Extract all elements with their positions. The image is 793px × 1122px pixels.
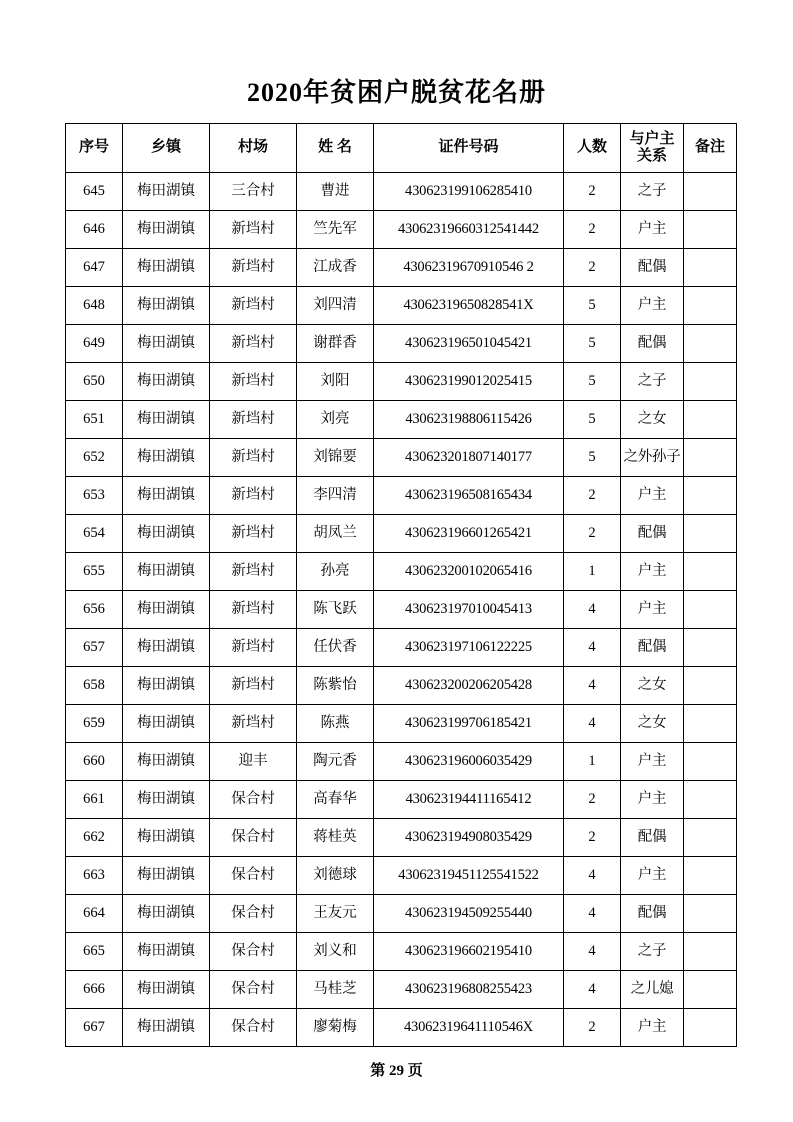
- cell-id-number: 430623194411165412: [374, 781, 564, 819]
- table-row: [66, 173, 737, 211]
- table-row: [66, 439, 737, 477]
- cell-village: 新垱村: [210, 249, 297, 287]
- table-row: [66, 363, 737, 401]
- cell-person-count: 2: [564, 173, 621, 211]
- cell-village: 新垱村: [210, 363, 297, 401]
- table-row: [66, 933, 737, 971]
- cell-name: 刘德球: [297, 857, 374, 895]
- cell-sequence: 655: [66, 553, 123, 591]
- cell-name: 江成香: [297, 249, 374, 287]
- cell-relation: 户主: [621, 287, 684, 325]
- cell-sequence: 654: [66, 515, 123, 553]
- cell-name: 曹进: [297, 173, 374, 211]
- cell-name: 陈紫怡: [297, 667, 374, 705]
- cell-town: 梅田湖镇: [123, 439, 210, 477]
- cell-sequence: 647: [66, 249, 123, 287]
- cell-person-count: 4: [564, 591, 621, 629]
- cell-id-number: 430623201807140177: [374, 439, 564, 477]
- cell-town: 梅田湖镇: [123, 477, 210, 515]
- cell-note: [684, 249, 737, 287]
- cell-person-count: 2: [564, 211, 621, 249]
- cell-name: 马桂芝: [297, 971, 374, 1009]
- cell-village: 保合村: [210, 819, 297, 857]
- cell-person-count: 2: [564, 249, 621, 287]
- column-header-id-number: 证件号码: [374, 124, 564, 173]
- cell-id-number: 430623194509255440: [374, 895, 564, 933]
- cell-person-count: 1: [564, 743, 621, 781]
- cell-town: 梅田湖镇: [123, 895, 210, 933]
- cell-id-number: 430623196501045421: [374, 325, 564, 363]
- cell-sequence: 645: [66, 173, 123, 211]
- cell-town: 梅田湖镇: [123, 933, 210, 971]
- cell-town: 梅田湖镇: [123, 971, 210, 1009]
- cell-village: 新垱村: [210, 325, 297, 363]
- cell-name: 李四清: [297, 477, 374, 515]
- column-header-note: 备注: [684, 124, 737, 173]
- cell-id-number: 43062319650828541X: [374, 287, 564, 325]
- cell-person-count: 4: [564, 667, 621, 705]
- cell-id-number: 430623197106122225: [374, 629, 564, 667]
- table-row: [66, 819, 737, 857]
- cell-person-count: 2: [564, 781, 621, 819]
- cell-person-count: 4: [564, 857, 621, 895]
- cell-relation: 配偶: [621, 895, 684, 933]
- table-row: [66, 743, 737, 781]
- cell-village: 三合村: [210, 173, 297, 211]
- cell-sequence: 663: [66, 857, 123, 895]
- table-row: [66, 667, 737, 705]
- table-row: [66, 971, 737, 1009]
- cell-person-count: 5: [564, 287, 621, 325]
- cell-note: [684, 477, 737, 515]
- cell-town: 梅田湖镇: [123, 325, 210, 363]
- cell-note: [684, 553, 737, 591]
- cell-id-number: 430623196006035429: [374, 743, 564, 781]
- table-row: [66, 705, 737, 743]
- cell-relation: 之外孙子: [621, 439, 684, 477]
- cell-town: 梅田湖镇: [123, 287, 210, 325]
- cell-relation: 户主: [621, 781, 684, 819]
- cell-village: 新垱村: [210, 211, 297, 249]
- cell-town: 梅田湖镇: [123, 401, 210, 439]
- cell-sequence: 662: [66, 819, 123, 857]
- cell-note: [684, 363, 737, 401]
- cell-name: 廖菊梅: [297, 1009, 374, 1047]
- table-row: [66, 325, 737, 363]
- cell-village: 保合村: [210, 1009, 297, 1047]
- cell-sequence: 666: [66, 971, 123, 1009]
- cell-name: 王友元: [297, 895, 374, 933]
- cell-note: [684, 857, 737, 895]
- cell-village: 新垱村: [210, 401, 297, 439]
- cell-note: [684, 743, 737, 781]
- table-header: [66, 124, 737, 173]
- roster-table-container: [0, 123, 793, 1047]
- cell-sequence: 651: [66, 401, 123, 439]
- cell-town: 梅田湖镇: [123, 553, 210, 591]
- cell-person-count: 2: [564, 477, 621, 515]
- cell-note: [684, 781, 737, 819]
- cell-note: [684, 287, 737, 325]
- cell-id-number: 430623199106285410: [374, 173, 564, 211]
- cell-note: [684, 325, 737, 363]
- cell-sequence: 653: [66, 477, 123, 515]
- cell-note: [684, 439, 737, 477]
- cell-town: 梅田湖镇: [123, 629, 210, 667]
- cell-relation: 之子: [621, 173, 684, 211]
- cell-person-count: 4: [564, 705, 621, 743]
- table-row: [66, 895, 737, 933]
- cell-name: 刘义和: [297, 933, 374, 971]
- cell-village: 保合村: [210, 971, 297, 1009]
- cell-name: 谢群香: [297, 325, 374, 363]
- cell-village: 新垱村: [210, 515, 297, 553]
- table-row: [66, 211, 737, 249]
- cell-village: 保合村: [210, 895, 297, 933]
- cell-town: 梅田湖镇: [123, 743, 210, 781]
- cell-village: 保合村: [210, 781, 297, 819]
- table-row: [66, 1009, 737, 1047]
- cell-sequence: 664: [66, 895, 123, 933]
- cell-id-number: 430623196508165434: [374, 477, 564, 515]
- cell-note: [684, 971, 737, 1009]
- cell-sequence: 646: [66, 211, 123, 249]
- page-title: 2020年贫困户脱贫花名册: [246, 78, 546, 107]
- cell-person-count: 4: [564, 971, 621, 1009]
- column-header-village: 村场: [210, 124, 297, 173]
- cell-relation: 配偶: [621, 629, 684, 667]
- column-header-relation-to-head: [621, 124, 684, 173]
- cell-name: 刘四清: [297, 287, 374, 325]
- table-row: [66, 857, 737, 895]
- cell-village: 新垱村: [210, 439, 297, 477]
- cell-note: [684, 933, 737, 971]
- cell-person-count: 2: [564, 819, 621, 857]
- cell-person-count: 2: [564, 515, 621, 553]
- table-row: [66, 591, 737, 629]
- cell-id-number: 430623200102065416: [374, 553, 564, 591]
- table-row: [66, 249, 737, 287]
- cell-person-count: 1: [564, 553, 621, 591]
- cell-id-number: 43062319670910546 2: [374, 249, 564, 287]
- poverty-alleviation-roster-table: [65, 123, 737, 1047]
- cell-relation: 户主: [621, 743, 684, 781]
- cell-id-number: 430623199706185421: [374, 705, 564, 743]
- table-row: [66, 553, 737, 591]
- column-header-person-count: 人数: [564, 124, 621, 173]
- cell-town: 梅田湖镇: [123, 363, 210, 401]
- cell-sequence: 656: [66, 591, 123, 629]
- cell-town: 梅田湖镇: [123, 249, 210, 287]
- cell-sequence: 658: [66, 667, 123, 705]
- cell-relation: 配偶: [621, 515, 684, 553]
- cell-town: 梅田湖镇: [123, 173, 210, 211]
- cell-relation: 配偶: [621, 249, 684, 287]
- cell-name: 高春华: [297, 781, 374, 819]
- table-row: [66, 781, 737, 819]
- cell-town: 梅田湖镇: [123, 667, 210, 705]
- cell-person-count: 4: [564, 629, 621, 667]
- cell-person-count: 2: [564, 1009, 621, 1047]
- cell-name: 孙亮: [297, 553, 374, 591]
- cell-relation: 户主: [621, 591, 684, 629]
- cell-relation: 户主: [621, 211, 684, 249]
- cell-note: [684, 173, 737, 211]
- cell-id-number: 430623198806115426: [374, 401, 564, 439]
- cell-note: [684, 1009, 737, 1047]
- cell-id-number: 430623199012025415: [374, 363, 564, 401]
- cell-sequence: 650: [66, 363, 123, 401]
- cell-relation: 之子: [621, 933, 684, 971]
- cell-id-number: 430623200206205428: [374, 667, 564, 705]
- cell-sequence: 648: [66, 287, 123, 325]
- cell-town: 梅田湖镇: [123, 211, 210, 249]
- cell-town: 梅田湖镇: [123, 515, 210, 553]
- cell-name: 刘锦要: [297, 439, 374, 477]
- cell-person-count: 4: [564, 895, 621, 933]
- cell-town: 梅田湖镇: [123, 857, 210, 895]
- cell-name: 刘亮: [297, 401, 374, 439]
- cell-note: [684, 819, 737, 857]
- cell-name: 陈燕: [297, 705, 374, 743]
- cell-name: 蒋桂英: [297, 819, 374, 857]
- cell-town: 梅田湖镇: [123, 781, 210, 819]
- relation-header-line-1: 与户主: [629, 130, 675, 147]
- cell-village: 新垱村: [210, 591, 297, 629]
- cell-sequence: 652: [66, 439, 123, 477]
- cell-village: 保合村: [210, 933, 297, 971]
- cell-person-count: 5: [564, 439, 621, 477]
- cell-sequence: 649: [66, 325, 123, 363]
- cell-id-number: 43062319641110546X: [374, 1009, 564, 1047]
- cell-sequence: 660: [66, 743, 123, 781]
- cell-name: 任伏香: [297, 629, 374, 667]
- cell-town: 梅田湖镇: [123, 591, 210, 629]
- cell-person-count: 5: [564, 401, 621, 439]
- cell-id-number: 43062319451125541522: [374, 857, 564, 895]
- table-row: [66, 515, 737, 553]
- cell-village: 新垱村: [210, 287, 297, 325]
- table-row: [66, 629, 737, 667]
- cell-person-count: 5: [564, 325, 621, 363]
- cell-note: [684, 211, 737, 249]
- cell-sequence: 657: [66, 629, 123, 667]
- cell-name: 刘阳: [297, 363, 374, 401]
- cell-id-number: 430623197010045413: [374, 591, 564, 629]
- cell-village: 新垱村: [210, 667, 297, 705]
- cell-name: 陶元香: [297, 743, 374, 781]
- cell-relation: 户主: [621, 1009, 684, 1047]
- cell-sequence: 665: [66, 933, 123, 971]
- cell-relation: 之女: [621, 705, 684, 743]
- cell-sequence: 667: [66, 1009, 123, 1047]
- cell-town: 梅田湖镇: [123, 1009, 210, 1047]
- cell-village: 新垱村: [210, 477, 297, 515]
- cell-village: 新垱村: [210, 629, 297, 667]
- table-row: [66, 287, 737, 325]
- cell-note: [684, 401, 737, 439]
- cell-town: 梅田湖镇: [123, 819, 210, 857]
- cell-name: 竺先军: [297, 211, 374, 249]
- cell-note: [684, 591, 737, 629]
- page-footer: 第 29 页: [370, 1063, 423, 1079]
- cell-relation: 配偶: [621, 325, 684, 363]
- cell-note: [684, 667, 737, 705]
- cell-sequence: 659: [66, 705, 123, 743]
- cell-sequence: 661: [66, 781, 123, 819]
- cell-relation: 配偶: [621, 819, 684, 857]
- cell-relation: 户主: [621, 477, 684, 515]
- cell-village: 迎丰: [210, 743, 297, 781]
- cell-town: 梅田湖镇: [123, 705, 210, 743]
- cell-village: 保合村: [210, 857, 297, 895]
- column-header-name: 姓 名: [297, 124, 374, 173]
- cell-id-number: 430623196601265421: [374, 515, 564, 553]
- relation-header-line-2: 关系: [636, 148, 667, 164]
- table-body: [66, 173, 737, 1047]
- cell-relation: 户主: [621, 553, 684, 591]
- cell-person-count: 4: [564, 933, 621, 971]
- cell-id-number: 430623196602195410: [374, 933, 564, 971]
- cell-relation: 之儿媳: [621, 971, 684, 1009]
- cell-id-number: 430623194908035429: [374, 819, 564, 857]
- cell-relation: 之女: [621, 401, 684, 439]
- cell-note: [684, 629, 737, 667]
- cell-note: [684, 515, 737, 553]
- cell-id-number: 43062319660312541442: [374, 211, 564, 249]
- table-header-row: [66, 124, 737, 173]
- cell-relation: 之子: [621, 363, 684, 401]
- cell-note: [684, 705, 737, 743]
- cell-id-number: 430623196808255423: [374, 971, 564, 1009]
- cell-village: 新垱村: [210, 553, 297, 591]
- table-row: [66, 401, 737, 439]
- column-header-sequence: 序号: [66, 124, 123, 173]
- cell-note: [684, 895, 737, 933]
- cell-person-count: 5: [564, 363, 621, 401]
- table-row: [66, 477, 737, 515]
- cell-relation: 户主: [621, 857, 684, 895]
- cell-name: 陈飞跃: [297, 591, 374, 629]
- cell-name: 胡凤兰: [297, 515, 374, 553]
- cell-relation: 之女: [621, 667, 684, 705]
- column-header-town: 乡镇: [123, 124, 210, 173]
- cell-village: 新垱村: [210, 705, 297, 743]
